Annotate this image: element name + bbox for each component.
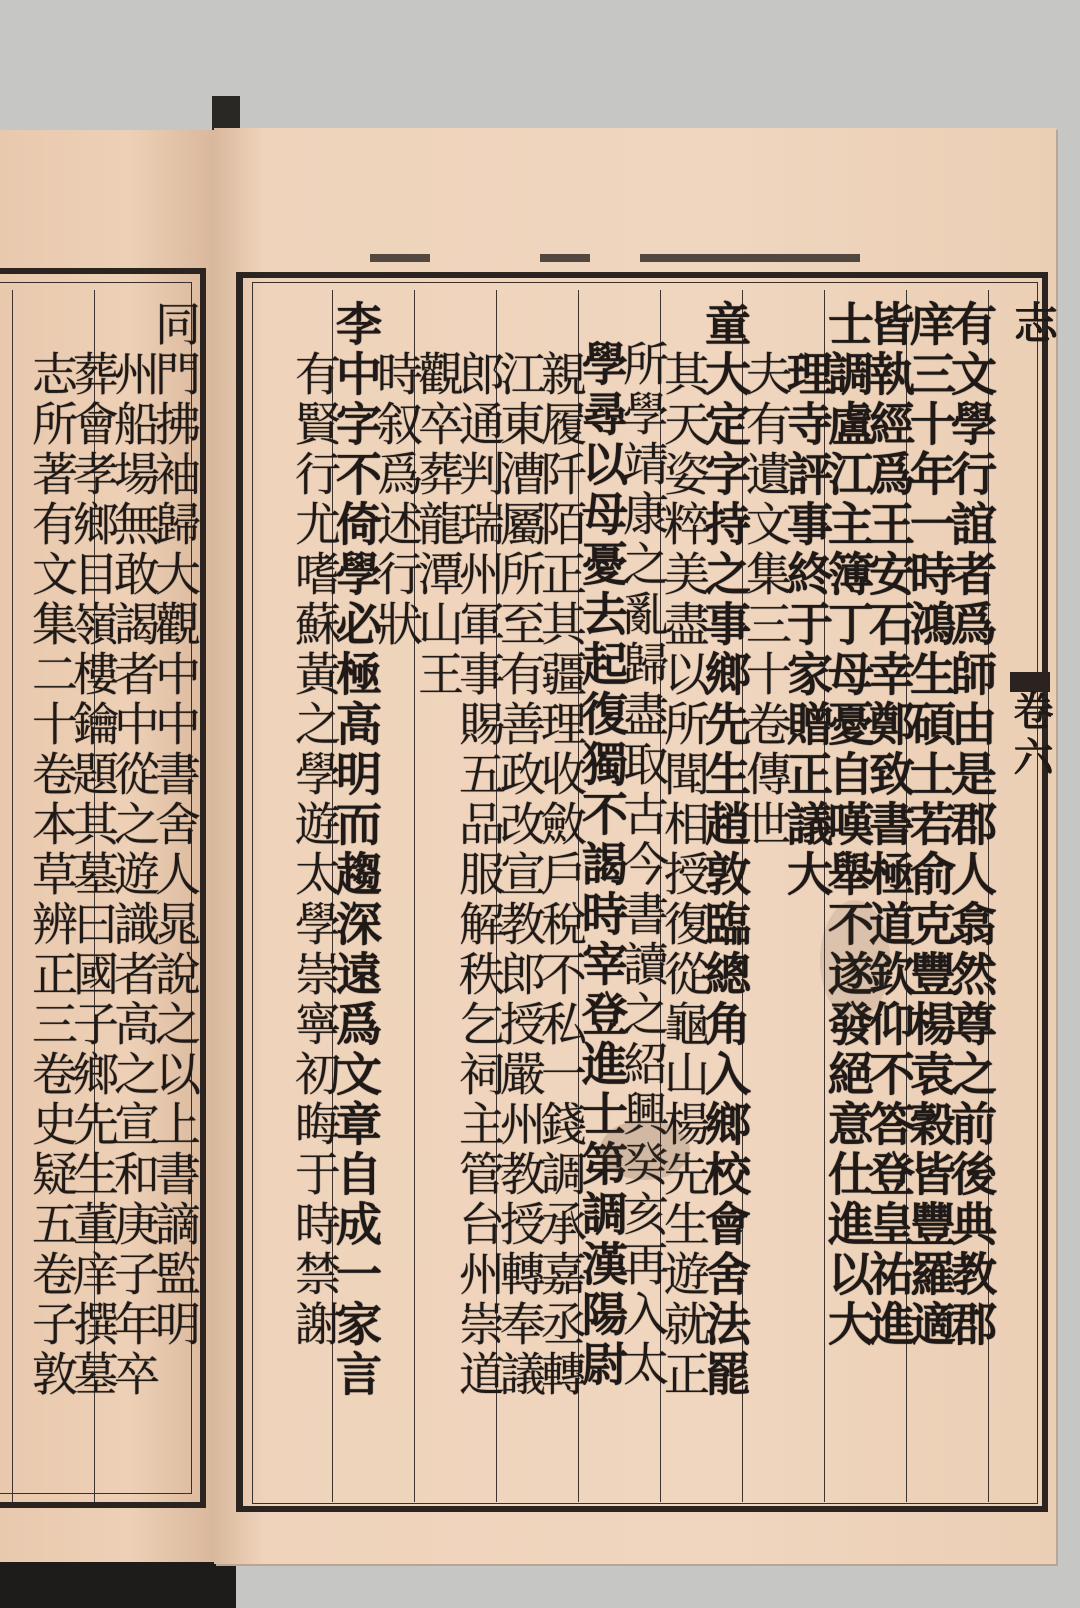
paper-stain [820, 900, 890, 1020]
text-column-8: 其天姿粹美盡以所聞相授復從龜山楊先生遊就正 [657, 350, 711, 1400]
margin-fishtail-mark [1010, 672, 1050, 692]
ink-smear [540, 254, 590, 262]
text-column-14: 觀卒葬龍潭山王 [411, 350, 465, 700]
text-column-17: 有賢行尤嗜蘇黃之學遊太學崇寧初晦于時禁謝 [288, 350, 342, 1350]
ink-smear [640, 254, 860, 262]
text-column-4: 士調盧江主簿丁母憂自嘆舉不遂發絕意仕進以大 [821, 300, 875, 1350]
text-column-15: 時叙爲述行狀 [370, 350, 424, 650]
column-rule [12, 290, 13, 1502]
left-text-column-1: 同門拂袖歸大觀中中書舍人晁說之以上書謫監明 [148, 300, 202, 1350]
paper-stain [600, 1120, 690, 1180]
text-column-2: 庠三十年一時鴻生碩士若俞克豐楊袁穀皆豐羅適 [903, 300, 957, 1350]
margin-volume: 卷六 [1007, 690, 1054, 782]
text-column-16: 李中字不倚學必極高明而趨深遠爲文章自成一家言 [329, 300, 383, 1400]
left-text-column-4: 志所著有文集二十卷本草辨正三卷史疑五卷子敦 [25, 350, 79, 1400]
text-column-11: 親履阡陌正其疆理收斂戶稅不私一錢調承嘉丞轉 [534, 350, 588, 1400]
ink-smear [370, 254, 430, 262]
left-text-column-2: 州船場無敢謁者中從之遊識者高之宣和庚子年卒 [107, 350, 161, 1400]
text-column-9: 所學靖康之亂歸盡取古今書讀之紹興癸亥再入太 [616, 340, 670, 1390]
text-column-1: 有文學行誼者爲師由是郡人翕然尊之前後典教郡 [944, 300, 998, 1350]
text-column-12: 江東漕屬所至有善政改宣教郎授嚴州教授轉奉議 [493, 350, 547, 1400]
text-column-5: 理寺評事終于家贈正議大 [780, 350, 834, 900]
left-text-column-3: 葬會孝鄉目嶺樓鑰題其墓曰國子鄉先生董庠撰墓 [66, 350, 120, 1400]
margin-title: 志 [1006, 300, 1057, 350]
book-spine-bottom [0, 1560, 236, 1608]
text-column-6: 夫有遺文集三十卷傳世 [739, 350, 793, 850]
text-column-7: 童大定字持之事鄉先生趙敦臨總角入鄉校會舍法罷 [698, 300, 752, 1400]
book-spine-top [212, 96, 240, 130]
text-column-3: 皆執經爲王安石幸鄭致書極道欽仰不答登皇祐進 [862, 300, 916, 1350]
text-column-10: 學尋以母憂去起復獨不謁時宰登進士第調漢陽尉 [575, 340, 629, 1390]
text-column-13: 郎通判瑞州軍事賜五品服解秩乞祠主管台州崇道 [452, 350, 506, 1400]
